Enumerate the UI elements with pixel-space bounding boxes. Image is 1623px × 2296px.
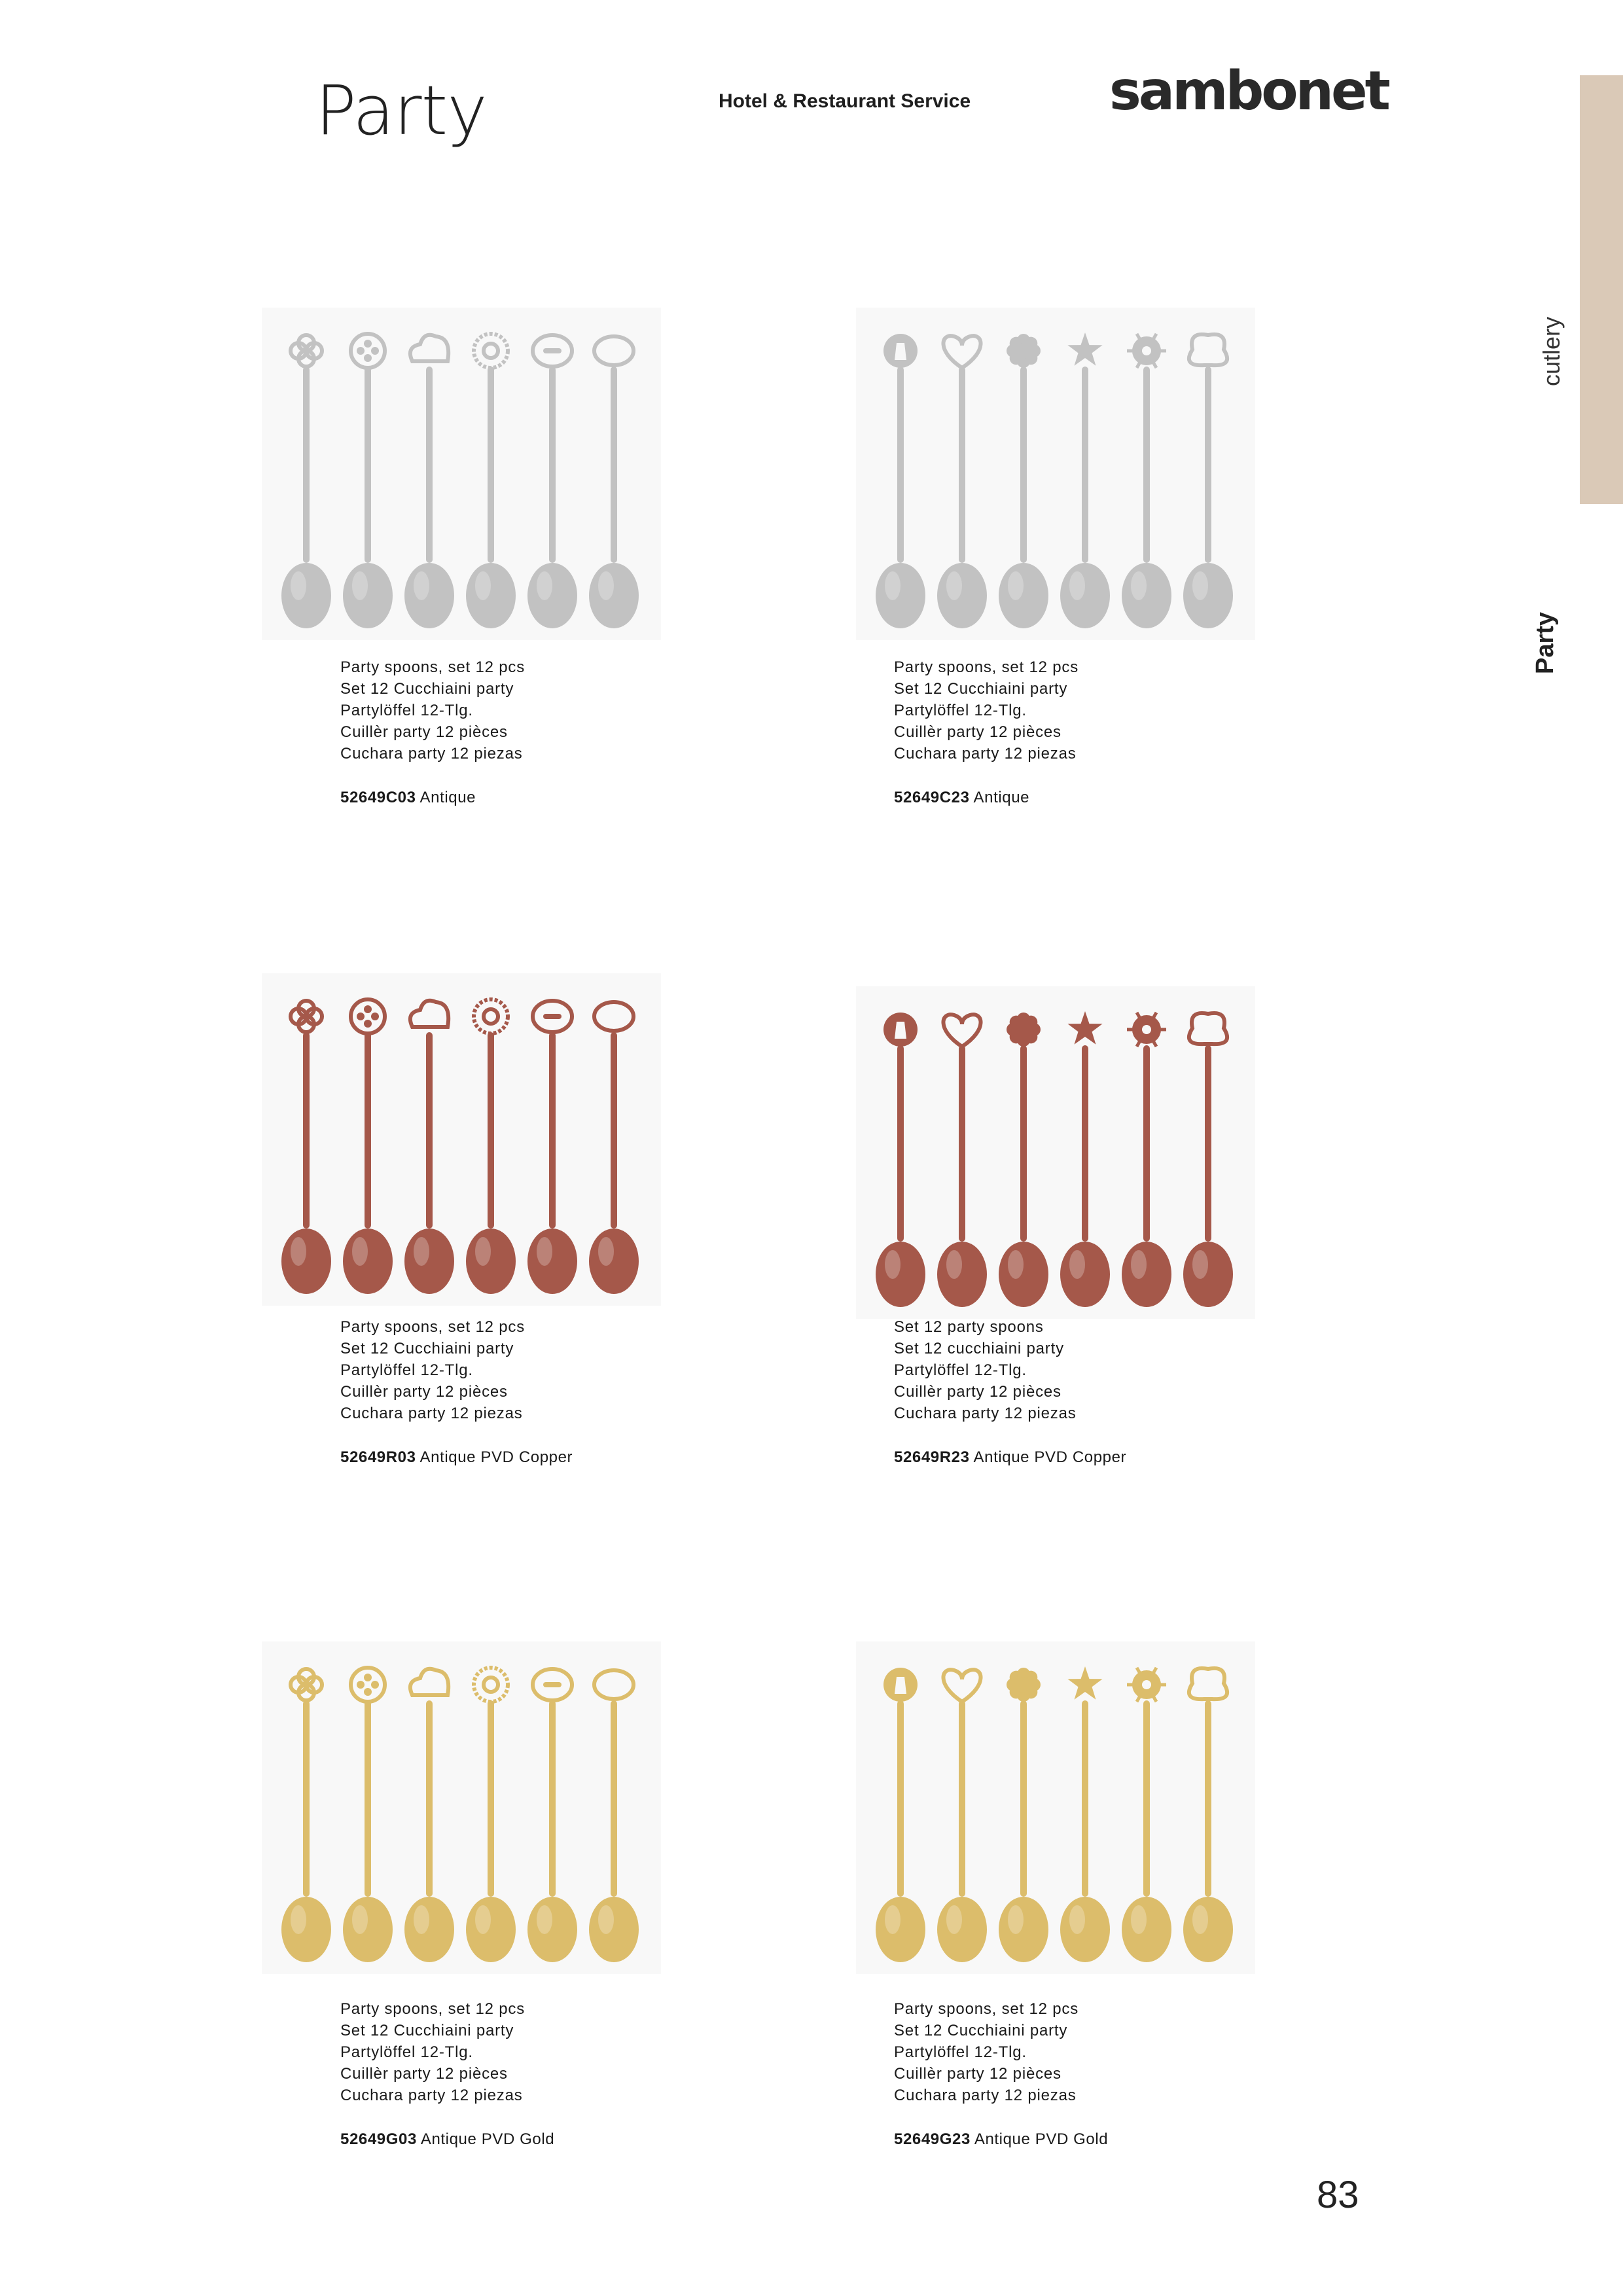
product-finish: Antique PVD Gold	[420, 2130, 555, 2148]
spoon-flower-dots	[343, 1668, 393, 1962]
spoon-star	[1060, 332, 1110, 628]
header-subtitle: Hotel & Restaurant Service	[719, 90, 971, 112]
product-description	[340, 1998, 707, 2106]
page-number: 83	[1317, 2174, 1359, 2216]
product-code-line	[894, 2130, 1352, 2149]
description-line-it: Set 12 Cucchiaini party	[894, 2022, 1068, 2039]
description-line-de: Partylöffel 12-Tlg.	[894, 1361, 1027, 1379]
description-line-de: Partylöffel 12-Tlg.	[340, 1361, 473, 1379]
spoon-heart	[937, 1014, 987, 1307]
spoon-ring-dots	[466, 999, 516, 1294]
spoon-flower	[999, 1668, 1048, 1962]
description-line-es: Cuchara party 12 piezas	[340, 1405, 523, 1422]
side-category-label: cutlery	[1538, 316, 1565, 386]
spoon-flower	[999, 334, 1048, 628]
spoon-quatrefoil	[281, 1001, 331, 1294]
description-line-it: Set 12 cucchiaini party	[894, 1340, 1064, 1357]
description-line-en: Party spoons, set 12 pcs	[340, 2000, 526, 2018]
side-tab-marker	[1580, 75, 1623, 504]
product-photo	[262, 973, 661, 1306]
spoon-set-illustration	[262, 308, 661, 640]
spoon-snowflake	[1122, 1013, 1171, 1307]
description-line-it: Set 12 Cucchiaini party	[894, 680, 1068, 698]
spoon-set-illustration	[856, 1641, 1255, 1974]
description-line-fr: Cuillèr party 12 pièces	[340, 1383, 508, 1401]
page-title: Party	[315, 71, 487, 151]
spoon-cloud	[404, 1001, 454, 1294]
description-line-fr: Cuillèr party 12 pièces	[894, 1383, 1061, 1401]
spoon-ring-dots	[466, 334, 516, 628]
product-finish: Antique PVD Copper	[419, 1448, 573, 1466]
spoon-heart	[937, 336, 987, 628]
spoon-clover	[1183, 1013, 1233, 1307]
description-line-de: Partylöffel 12-Tlg.	[340, 702, 473, 719]
spoon-ring-dots	[466, 1668, 516, 1962]
spoon-oval-key	[527, 1001, 577, 1294]
spoon-clover	[1183, 1668, 1233, 1962]
spoon-oval-key	[527, 1669, 577, 1962]
spoon-clover	[1183, 334, 1233, 628]
description-line-de: Partylöffel 12-Tlg.	[340, 2043, 473, 2061]
product-code: 52649G23	[894, 2130, 971, 2148]
spoon-keyhole	[876, 1668, 925, 1962]
spoon-star	[1060, 1011, 1110, 1307]
spoon-heart	[937, 1670, 987, 1962]
product-description	[894, 1316, 1260, 1424]
description-line-es: Cuchara party 12 piezas	[340, 745, 523, 762]
spoon-oval	[589, 336, 639, 628]
spoon-flower-dots	[343, 334, 393, 628]
spoon-oval	[589, 1670, 639, 1962]
product-finish: Antique PVD Gold	[974, 2130, 1109, 2148]
description-line-it: Set 12 Cucchiaini party	[340, 680, 514, 698]
product-photo	[856, 308, 1255, 640]
product-finish: Antique	[419, 789, 476, 806]
description-line-en: Party spoons, set 12 pcs	[894, 658, 1079, 676]
description-line-it: Set 12 Cucchiaini party	[340, 2022, 514, 2039]
product-code-line	[340, 2130, 798, 2149]
spoon-star	[1060, 1666, 1110, 1962]
product-code-line	[340, 1448, 798, 1467]
product-finish: Antique	[973, 789, 1030, 806]
product-description	[340, 656, 707, 764]
description-line-fr: Cuillèr party 12 pièces	[894, 2065, 1061, 2083]
product-code-line	[894, 789, 1352, 807]
spoon-quatrefoil	[281, 335, 331, 628]
product-description	[340, 1316, 707, 1424]
product-code: 52649C03	[340, 789, 416, 806]
product-code: 52649G03	[340, 2130, 417, 2148]
description-line-fr: Cuillèr party 12 pièces	[340, 2065, 508, 2083]
spoon-set-illustration	[262, 973, 661, 1306]
spoon-keyhole	[876, 334, 925, 628]
product-photo	[856, 1641, 1255, 1974]
spoon-oval	[589, 1002, 639, 1294]
product-code: 52649R23	[894, 1448, 970, 1466]
spoon-snowflake	[1122, 1668, 1171, 1962]
description-line-en: Party spoons, set 12 pcs	[340, 658, 526, 676]
product-code-line	[894, 1448, 1352, 1467]
spoon-oval-key	[527, 335, 577, 628]
spoon-set-illustration	[856, 986, 1255, 1319]
brand-logo: sambonet	[1109, 60, 1388, 122]
product-description	[894, 1998, 1260, 2106]
description-line-it: Set 12 Cucchiaini party	[340, 1340, 514, 1357]
description-line-en: Party spoons, set 12 pcs	[340, 1318, 526, 1336]
description-line-fr: Cuillèr party 12 pièces	[340, 723, 508, 741]
description-line-en: Party spoons, set 12 pcs	[894, 2000, 1079, 2018]
spoon-flower-dots	[343, 999, 393, 1294]
spoon-set-illustration	[856, 308, 1255, 640]
description-line-en: Set 12 party spoons	[894, 1318, 1044, 1336]
description-line-de: Partylöffel 12-Tlg.	[894, 702, 1027, 719]
product-photo	[262, 308, 661, 640]
description-line-es: Cuchara party 12 piezas	[340, 2087, 523, 2104]
description-line-fr: Cuillèr party 12 pièces	[894, 723, 1061, 741]
product-finish: Antique PVD Copper	[973, 1448, 1127, 1466]
spoon-cloud	[404, 335, 454, 628]
spoon-keyhole	[876, 1013, 925, 1307]
spoon-flower	[999, 1013, 1048, 1307]
side-section-label: Party	[1531, 611, 1559, 674]
description-line-es: Cuchara party 12 piezas	[894, 1405, 1077, 1422]
product-description	[894, 656, 1260, 764]
product-code-line	[340, 789, 798, 807]
description-line-es: Cuchara party 12 piezas	[894, 2087, 1077, 2104]
product-photo	[856, 986, 1255, 1319]
product-code: 52649R03	[340, 1448, 416, 1466]
spoon-set-illustration	[262, 1641, 661, 1974]
spoon-snowflake	[1122, 334, 1171, 628]
product-code: 52649C23	[894, 789, 970, 806]
spoon-quatrefoil	[281, 1669, 331, 1962]
description-line-es: Cuchara party 12 piezas	[894, 745, 1077, 762]
product-photo	[262, 1641, 661, 1974]
description-line-de: Partylöffel 12-Tlg.	[894, 2043, 1027, 2061]
spoon-cloud	[404, 1669, 454, 1962]
